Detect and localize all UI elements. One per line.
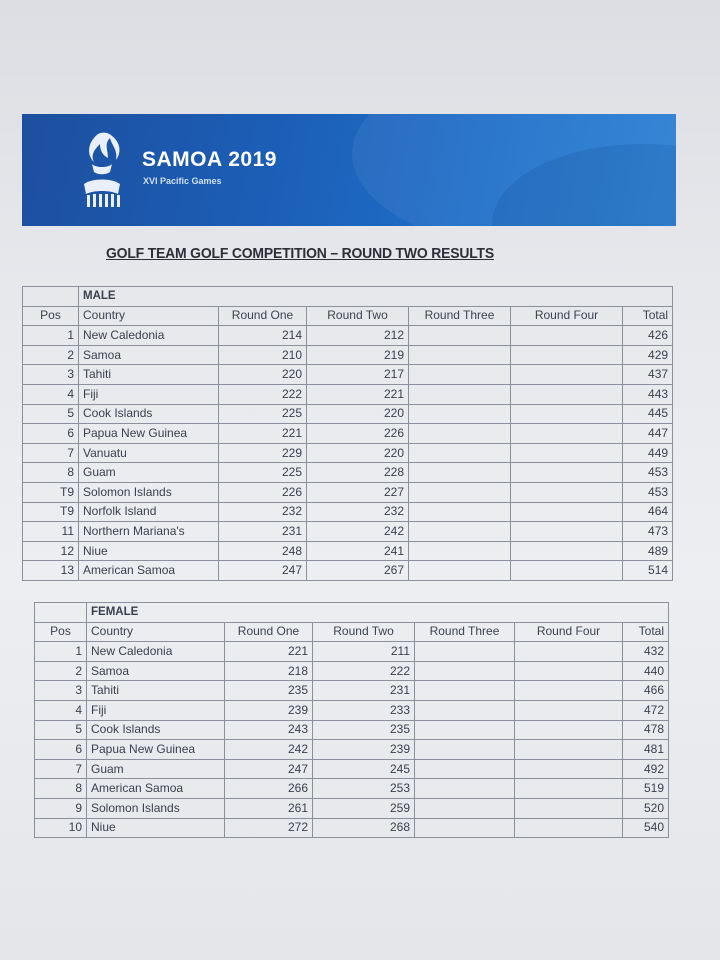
male-section-header (23, 287, 673, 307)
table-row (23, 443, 673, 463)
row-round-four (511, 522, 623, 542)
banner-subtitle: XVI Pacific Games (143, 176, 222, 186)
table-row (35, 740, 669, 760)
row-round-two: 219 (307, 345, 409, 365)
row-pos: 4 (23, 384, 79, 404)
row-round-one: 218 (225, 661, 313, 681)
header-round-three: Round Three (415, 622, 515, 642)
table-row (23, 424, 673, 444)
row-pos: 9 (35, 798, 87, 818)
row-total: 492 (623, 759, 669, 779)
row-round-three (409, 463, 511, 483)
row-round-one: 221 (219, 424, 307, 444)
row-total: 440 (623, 661, 669, 681)
row-round-three (415, 700, 515, 720)
header-round-one: Round One (219, 306, 307, 326)
row-country: Tahiti (79, 365, 219, 385)
row-country: Niue (79, 541, 219, 561)
row-round-three (415, 759, 515, 779)
row-round-three (409, 561, 511, 581)
row-total: 514 (623, 561, 673, 581)
row-round-four (515, 779, 623, 799)
row-country: Samoa (87, 661, 225, 681)
header-round-two: Round Two (313, 622, 415, 642)
table-row (35, 642, 669, 662)
table-row (35, 759, 669, 779)
row-total: 540 (623, 818, 669, 838)
female-section-header (35, 603, 669, 623)
row-total: 429 (623, 345, 673, 365)
row-round-three (415, 798, 515, 818)
row-round-three (415, 779, 515, 799)
row-pos: 4 (35, 700, 87, 720)
row-round-four (515, 661, 623, 681)
row-pos: 8 (23, 463, 79, 483)
row-round-one: 232 (219, 502, 307, 522)
table-row (35, 700, 669, 720)
games-banner (22, 114, 676, 226)
row-country: American Samoa (79, 561, 219, 581)
row-round-two: 220 (307, 404, 409, 424)
row-total: 449 (623, 443, 673, 463)
row-total: 453 (623, 482, 673, 502)
table-row (23, 561, 673, 581)
row-round-four (511, 502, 623, 522)
row-round-one: 272 (225, 818, 313, 838)
table-row (23, 326, 673, 346)
row-country: New Caledonia (87, 642, 225, 662)
row-round-two: 245 (313, 759, 415, 779)
row-country: Niue (87, 818, 225, 838)
row-round-four (511, 326, 623, 346)
row-total: 432 (623, 642, 669, 662)
header-round-four: Round Four (511, 306, 623, 326)
row-pos: 10 (35, 818, 87, 838)
row-round-two: 221 (307, 384, 409, 404)
row-total: 445 (623, 404, 673, 424)
row-round-four (515, 759, 623, 779)
row-total: 443 (623, 384, 673, 404)
row-round-three (415, 818, 515, 838)
row-pos: 7 (23, 443, 79, 463)
row-round-two: 231 (313, 681, 415, 701)
header-total: Total (623, 622, 669, 642)
header-pos: Pos (23, 306, 79, 326)
pacific-games-torch-logo-icon (74, 128, 130, 214)
row-total: 437 (623, 365, 673, 385)
row-total: 519 (623, 779, 669, 799)
table-row (23, 482, 673, 502)
row-round-two: 241 (307, 541, 409, 561)
row-pos: T9 (23, 482, 79, 502)
row-round-one: 235 (225, 681, 313, 701)
row-total: 466 (623, 681, 669, 701)
row-total: 447 (623, 424, 673, 444)
row-round-three (409, 326, 511, 346)
row-pos: 12 (23, 541, 79, 561)
row-total: 464 (623, 502, 673, 522)
row-country: Fiji (79, 384, 219, 404)
header-country: Country (79, 306, 219, 326)
row-round-four (515, 700, 623, 720)
row-round-one: 225 (219, 404, 307, 424)
table-row (35, 798, 669, 818)
row-round-four (511, 345, 623, 365)
row-round-three (415, 720, 515, 740)
row-round-one: 247 (219, 561, 307, 581)
female-column-headers (35, 622, 669, 642)
table-row (35, 661, 669, 681)
row-round-one: 248 (219, 541, 307, 561)
row-pos: 2 (35, 661, 87, 681)
row-round-four (511, 424, 623, 444)
row-country: Solomon Islands (79, 482, 219, 502)
row-round-four (511, 404, 623, 424)
row-round-two: 233 (313, 700, 415, 720)
row-round-two: 211 (313, 642, 415, 662)
row-country: Fiji (87, 700, 225, 720)
banner-title: SAMOA 2019 (142, 148, 277, 171)
row-pos: 6 (35, 740, 87, 760)
row-round-four (511, 463, 623, 483)
table-row (23, 365, 673, 385)
row-round-three (415, 642, 515, 662)
male-section-label: MALE (79, 287, 673, 307)
row-round-one: 266 (225, 779, 313, 799)
table-row (23, 463, 673, 483)
male-results-table (22, 286, 673, 581)
row-pos: 2 (23, 345, 79, 365)
row-round-two: 232 (307, 502, 409, 522)
row-round-two: 259 (313, 798, 415, 818)
table-row (35, 779, 669, 799)
row-pos: 6 (23, 424, 79, 444)
row-round-three (409, 384, 511, 404)
row-pos: 11 (23, 522, 79, 542)
row-round-two: 222 (313, 661, 415, 681)
row-round-two: 253 (313, 779, 415, 799)
row-round-two: 227 (307, 482, 409, 502)
row-round-one: 242 (225, 740, 313, 760)
row-round-one: 222 (219, 384, 307, 404)
row-total: 520 (623, 798, 669, 818)
row-round-two: 267 (307, 561, 409, 581)
row-pos: 8 (35, 779, 87, 799)
row-round-one: 221 (225, 642, 313, 662)
table-row (35, 681, 669, 701)
header-round-four: Round Four (515, 622, 623, 642)
row-pos: 3 (35, 681, 87, 701)
row-pos: 5 (23, 404, 79, 424)
row-round-four (515, 798, 623, 818)
male-column-headers (23, 306, 673, 326)
table-row (23, 541, 673, 561)
female-section-label: FEMALE (87, 603, 669, 623)
row-country: Guam (79, 463, 219, 483)
row-round-four (515, 642, 623, 662)
table-row (35, 818, 669, 838)
row-round-two: 242 (307, 522, 409, 542)
row-total: 426 (623, 326, 673, 346)
row-round-four (515, 681, 623, 701)
row-round-two: 220 (307, 443, 409, 463)
table-row (23, 404, 673, 424)
row-round-four (515, 720, 623, 740)
row-pos: 1 (35, 642, 87, 662)
row-country: New Caledonia (79, 326, 219, 346)
document-title: GOLF TEAM GOLF COMPETITION – ROUND TWO RESULTS (106, 245, 494, 262)
row-round-three (409, 424, 511, 444)
row-round-two: 235 (313, 720, 415, 740)
row-round-three (409, 345, 511, 365)
row-round-two: 228 (307, 463, 409, 483)
row-round-three (415, 661, 515, 681)
row-total: 473 (623, 522, 673, 542)
row-round-three (409, 502, 511, 522)
row-round-four (515, 818, 623, 838)
row-total: 481 (623, 740, 669, 760)
row-total: 478 (623, 720, 669, 740)
row-country: American Samoa (87, 779, 225, 799)
row-round-two: 239 (313, 740, 415, 760)
row-round-three (409, 541, 511, 561)
row-pos: T9 (23, 502, 79, 522)
row-pos: 3 (23, 365, 79, 385)
header-pos: Pos (35, 622, 87, 642)
row-round-one: 239 (225, 700, 313, 720)
row-country: Papua New Guinea (79, 424, 219, 444)
header-round-one: Round One (225, 622, 313, 642)
row-country: Guam (87, 759, 225, 779)
row-round-four (511, 541, 623, 561)
row-country: Norfolk Island (79, 502, 219, 522)
row-round-one: 229 (219, 443, 307, 463)
row-round-one: 243 (225, 720, 313, 740)
row-round-four (511, 384, 623, 404)
row-round-three (409, 522, 511, 542)
row-round-one: 226 (219, 482, 307, 502)
row-round-four (511, 443, 623, 463)
female-results-table (34, 602, 669, 838)
row-round-three (409, 443, 511, 463)
row-round-four (515, 740, 623, 760)
row-round-four (511, 482, 623, 502)
row-round-one: 261 (225, 798, 313, 818)
row-total: 489 (623, 541, 673, 561)
row-round-three (409, 404, 511, 424)
row-country: Papua New Guinea (87, 740, 225, 760)
row-round-two: 268 (313, 818, 415, 838)
row-pos: 7 (35, 759, 87, 779)
row-total: 453 (623, 463, 673, 483)
row-pos: 1 (23, 326, 79, 346)
row-round-three (409, 482, 511, 502)
row-round-three (409, 365, 511, 385)
row-country: Cook Islands (87, 720, 225, 740)
row-round-one: 220 (219, 365, 307, 385)
row-pos: 13 (23, 561, 79, 581)
row-round-one: 225 (219, 463, 307, 483)
table-row (23, 345, 673, 365)
table-row (23, 502, 673, 522)
row-country: Samoa (79, 345, 219, 365)
row-total: 472 (623, 700, 669, 720)
table-row (23, 522, 673, 542)
row-round-four (511, 365, 623, 385)
row-round-four (511, 561, 623, 581)
row-round-one: 231 (219, 522, 307, 542)
row-round-one: 210 (219, 345, 307, 365)
row-round-three (415, 740, 515, 760)
table-row (35, 720, 669, 740)
header-total: Total (623, 306, 673, 326)
row-country: Cook Islands (79, 404, 219, 424)
row-country: Tahiti (87, 681, 225, 701)
table-row (23, 384, 673, 404)
row-country: Solomon Islands (87, 798, 225, 818)
row-round-two: 217 (307, 365, 409, 385)
row-round-two: 226 (307, 424, 409, 444)
header-country: Country (87, 622, 225, 642)
row-country: Northern Mariana's (79, 522, 219, 542)
row-round-one: 214 (219, 326, 307, 346)
row-round-three (415, 681, 515, 701)
header-round-three: Round Three (409, 306, 511, 326)
row-country: Vanuatu (79, 443, 219, 463)
header-round-two: Round Two (307, 306, 409, 326)
row-round-two: 212 (307, 326, 409, 346)
row-round-one: 247 (225, 759, 313, 779)
row-pos: 5 (35, 720, 87, 740)
